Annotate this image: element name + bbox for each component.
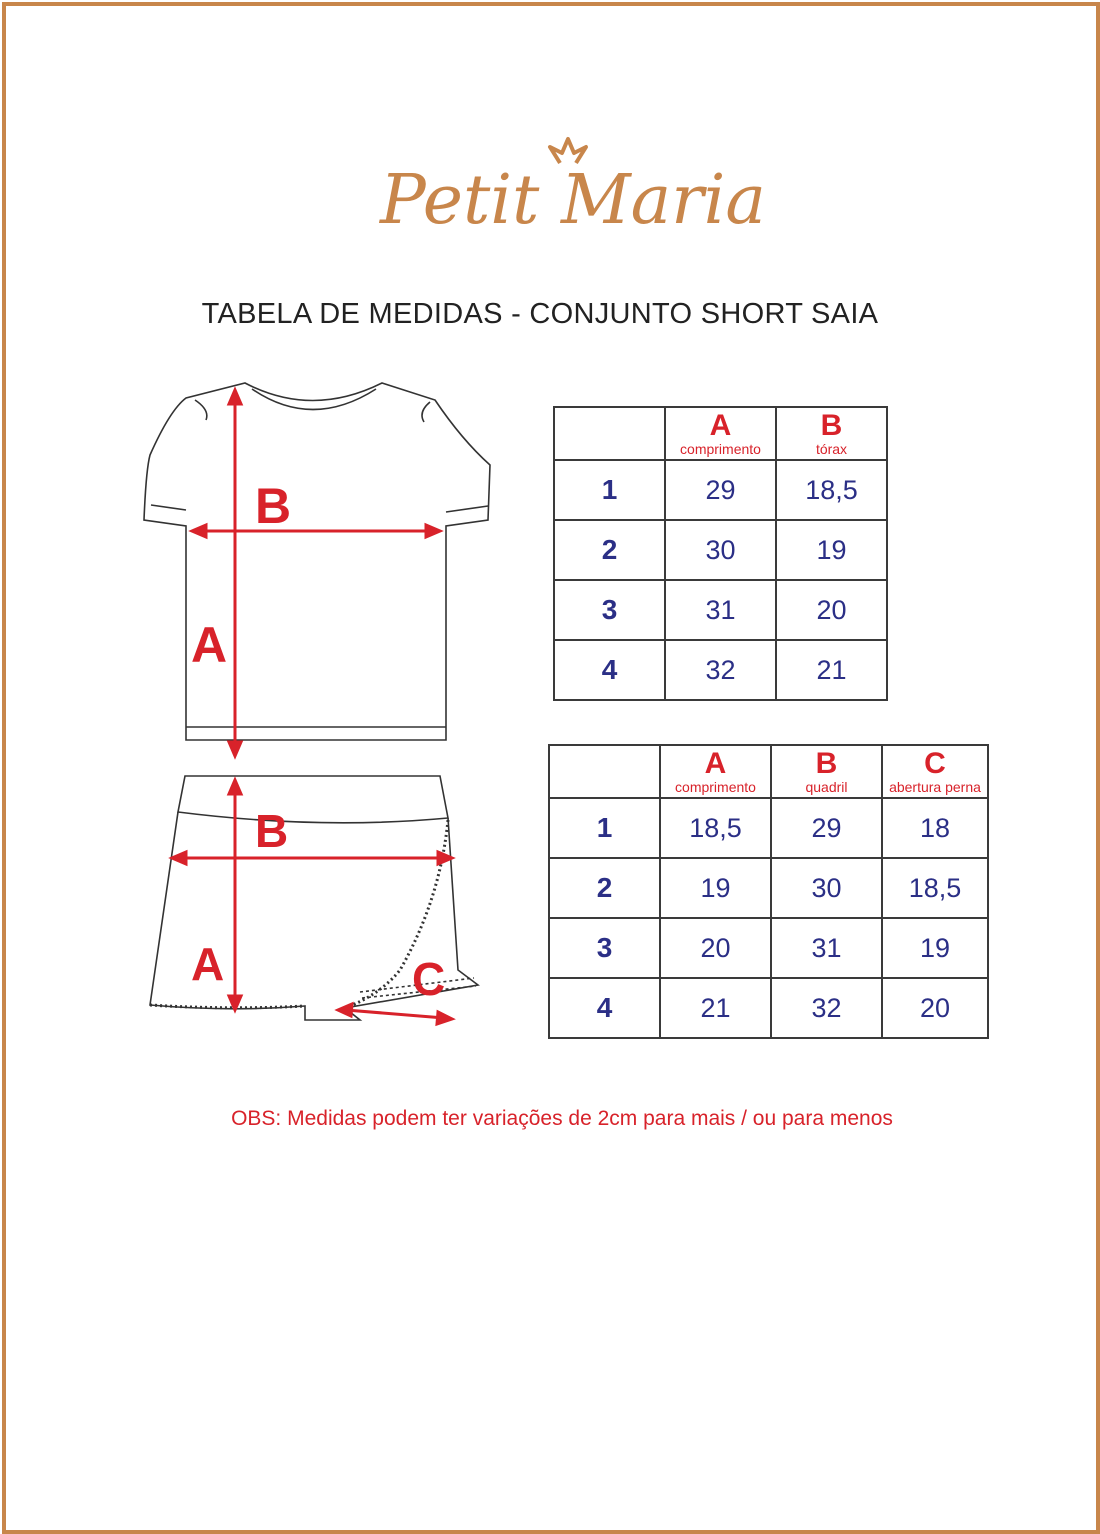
value-cell: 30: [771, 858, 882, 918]
table-row: [549, 858, 988, 918]
size-label: 4: [549, 978, 660, 1038]
value-cell: 20: [776, 580, 887, 640]
value-cell: 29: [665, 460, 776, 520]
measurement-note: OBS: Medidas podem ter variações de 2cm para mais / ou para menos: [231, 1107, 893, 1130]
value-cell: 19: [882, 918, 988, 978]
value-cell: 31: [771, 918, 882, 978]
size-label: 3: [554, 580, 665, 640]
table-row: [549, 978, 988, 1038]
header-a: A comprimento: [660, 745, 771, 798]
skort-label-c: C: [412, 953, 446, 1005]
skort-label-b: B: [255, 805, 289, 857]
table-corner: [549, 745, 660, 798]
header-a: A comprimento: [665, 407, 776, 460]
value-cell: 19: [776, 520, 887, 580]
value-cell: 18,5: [882, 858, 988, 918]
table-row: [554, 460, 887, 520]
tshirt-label-a: A: [191, 617, 228, 673]
tshirt-drawing: [144, 383, 490, 740]
value-cell: 32: [665, 640, 776, 700]
table-row: [554, 520, 887, 580]
size-label: 1: [549, 798, 660, 858]
value-cell: 31: [665, 580, 776, 640]
skort-label-a: A: [191, 938, 225, 990]
table-corner: [554, 407, 665, 460]
size-label: 1: [554, 460, 665, 520]
table-row: [549, 918, 988, 978]
brand-logo-text: Petit Maria: [380, 161, 766, 240]
value-cell: 21: [660, 978, 771, 1038]
size-label: 3: [549, 918, 660, 978]
value-cell: 29: [771, 798, 882, 858]
size-label: 2: [549, 858, 660, 918]
value-cell: 21: [776, 640, 887, 700]
header-b: B tórax: [776, 407, 887, 460]
table-row: [554, 580, 887, 640]
value-cell: 18,5: [776, 460, 887, 520]
header-b: B quadril: [771, 745, 882, 798]
page-title: TABELA DE MEDIDAS - CONJUNTO SHORT SAIA: [201, 298, 879, 330]
value-cell: 18: [882, 798, 988, 858]
size-label: 4: [554, 640, 665, 700]
value-cell: 20: [882, 978, 988, 1038]
table-row: [554, 640, 887, 700]
tshirt-size-table: [553, 406, 888, 701]
size-label: 2: [554, 520, 665, 580]
value-cell: 20: [660, 918, 771, 978]
value-cell: 18,5: [660, 798, 771, 858]
value-cell: 32: [771, 978, 882, 1038]
table-row: [549, 798, 988, 858]
value-cell: 30: [665, 520, 776, 580]
value-cell: 19: [660, 858, 771, 918]
tshirt-label-b: B: [255, 478, 292, 534]
skort-size-table: [548, 744, 989, 1039]
header-c: C abertura perna: [882, 745, 988, 798]
